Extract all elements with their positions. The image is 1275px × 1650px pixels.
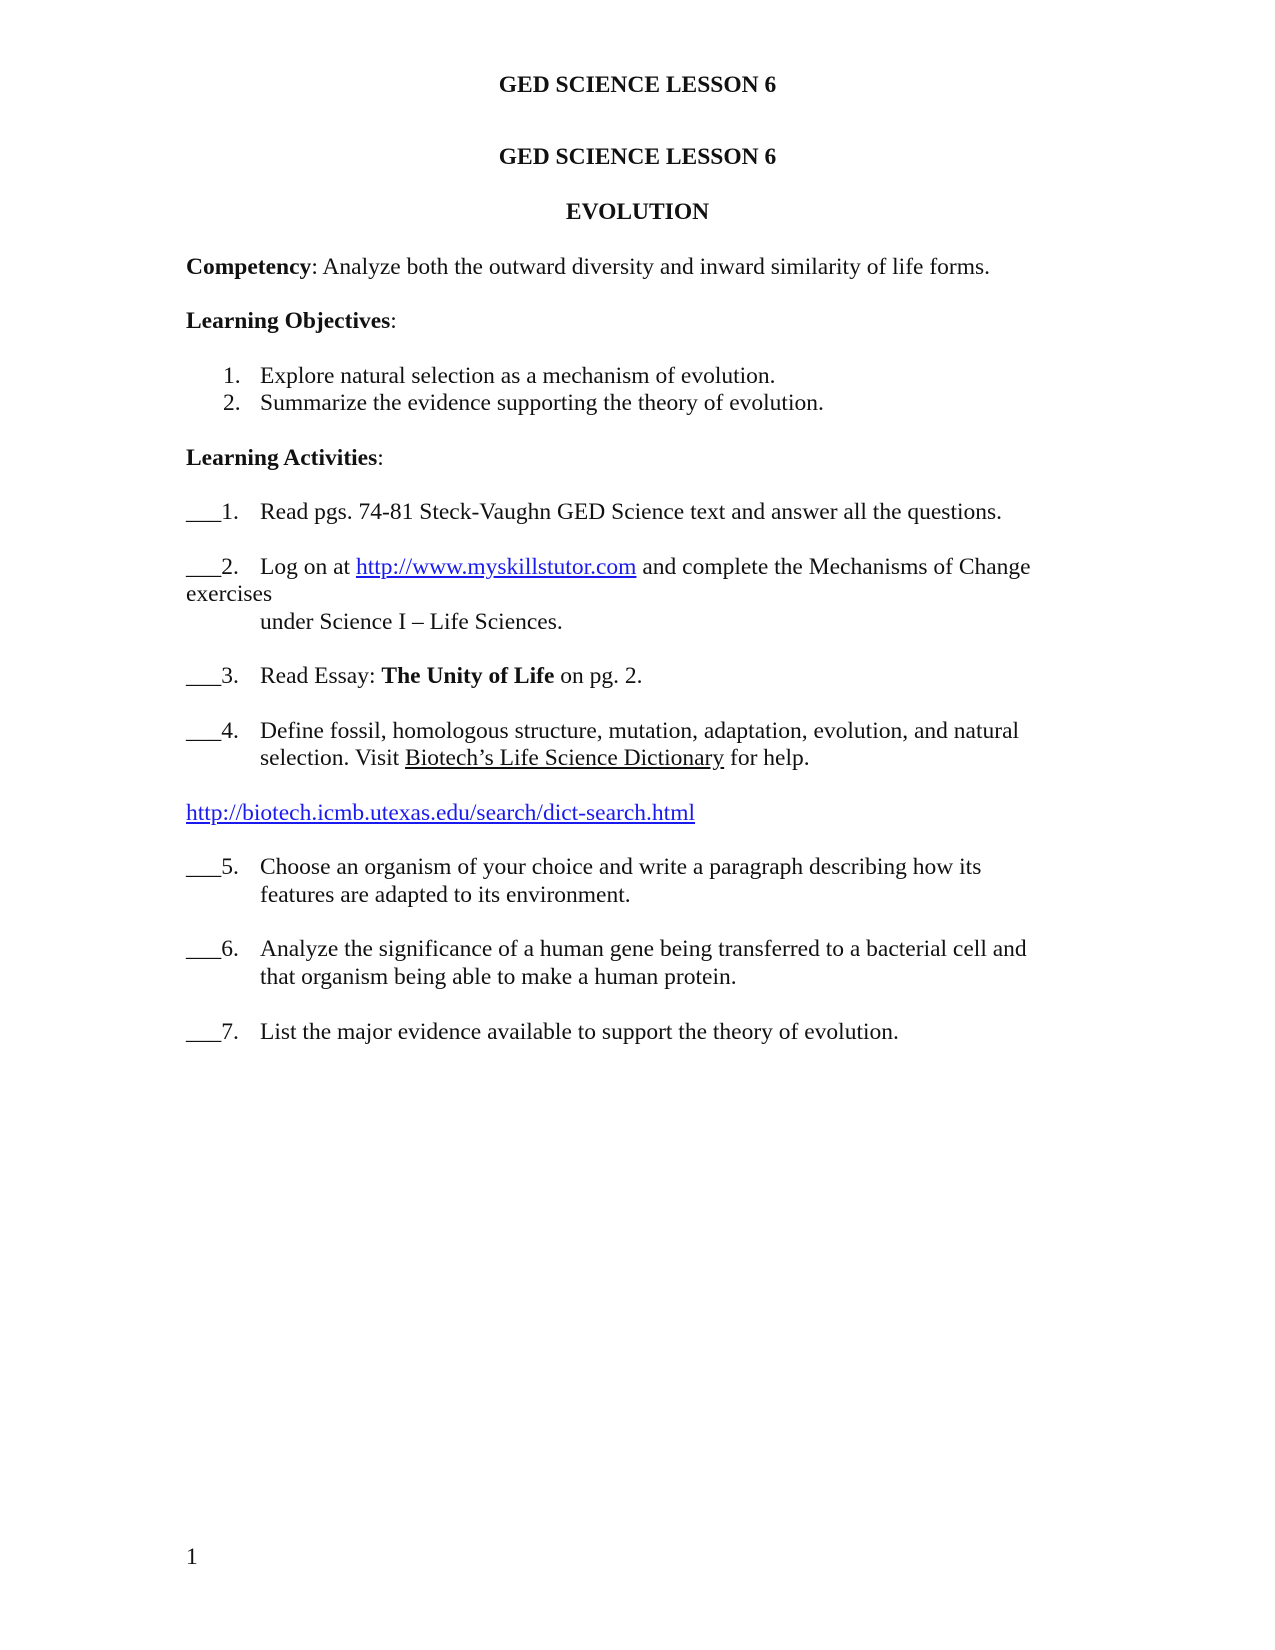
objectives-heading: Learning Objectives:: [186, 308, 397, 334]
objective-number: 2.: [223, 390, 241, 416]
competency-label: Competency: [186, 254, 312, 280]
activity-item: Read pgs. 74-81 Steck-Vaughn GED Science text and answer all the questions.: [260, 499, 1003, 525]
activity-checkbox-blank: ___7.: [186, 1019, 239, 1045]
activity-item: Choose an organism of your choice and write a paragraph describing how its: [260, 854, 982, 880]
myskillstutor-link[interactable]: http://www.myskillstutor.com: [355, 554, 637, 580]
activity-checkbox-blank: ___2.: [186, 554, 239, 580]
activity-checkbox-blank: ___6.: [186, 936, 239, 962]
activity-item: List the major evidence available to support the theory of evolution.: [260, 1019, 899, 1045]
activity-item: Log on at http://www.myskillstutor.com and complete the Mechanisms of Change: [260, 554, 1031, 580]
dictionary-reference: Biotech’s Life Science Dictionary: [405, 745, 725, 771]
activity-item: Read Essay: The Unity of Life on pg. 2.: [260, 663, 643, 689]
activities-label: Learning Activities: [186, 445, 378, 471]
topic-heading: EVOLUTION: [565, 199, 710, 225]
objective-item: Summarize the evidence supporting the theory of evolution.: [260, 390, 824, 416]
activity-checkbox-blank: ___3.: [186, 663, 239, 689]
dictionary-url-link[interactable]: http://biotech.icmb.utexas.edu/search/dict-search.html: [186, 800, 696, 826]
lesson-title: GED SCIENCE LESSON 6: [498, 144, 777, 170]
activity-checkbox-blank: ___5.: [186, 854, 239, 880]
competency-text: : Analyze both the outward diversity and inward similarity of life forms.: [311, 254, 991, 280]
competency-statement: [186, 256, 990, 280]
activity-item-continued: under Science I – Life Sciences.: [260, 609, 563, 635]
activity-item: Analyze the significance of a human gene being transferred to a bacterial cell and: [260, 936, 1027, 962]
activities-heading: Learning Activities:: [186, 445, 384, 471]
activity-item-continued: features are adapted to its environment.: [260, 882, 631, 908]
objective-number: 1.: [223, 363, 241, 389]
activity-checkbox-blank: ___1.: [186, 499, 239, 525]
activity-item-continued: that organism being able to make a human protein.: [260, 964, 737, 990]
page-number: 1: [186, 1544, 198, 1570]
activity-checkbox-blank: ___4.: [186, 718, 239, 744]
objectives-label: Learning Objectives: [186, 308, 391, 334]
essay-title: The Unity of Life: [381, 663, 555, 689]
activity-item-continued: exercises: [186, 581, 273, 607]
activity-item-continued: selection. Visit Biotech’s Life Science Dictionary for help.: [260, 745, 810, 771]
objective-item: Explore natural selection as a mechanism of evolution.: [260, 363, 776, 389]
activity-item: Define fossil, homologous structure, mutation, adaptation, evolution, and natural: [260, 718, 1020, 744]
header-title: GED SCIENCE LESSON 6: [498, 72, 777, 98]
